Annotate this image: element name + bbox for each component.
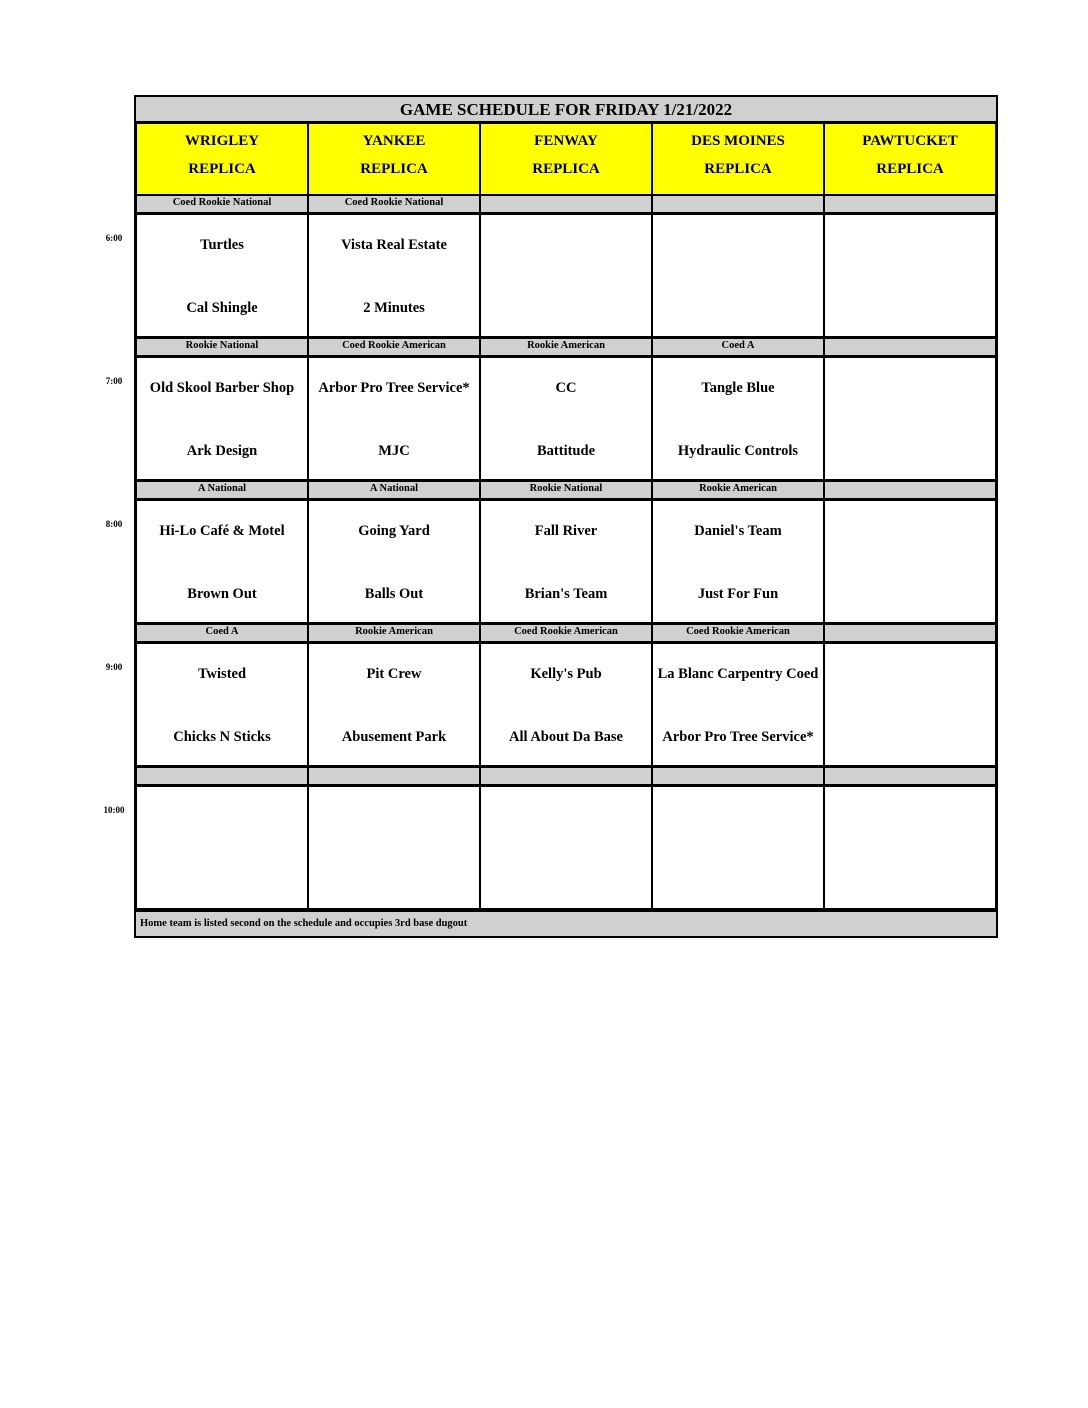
division-label (136, 767, 308, 785)
field-header (480, 123, 652, 195)
away-team: Arbor Pro Tree Service* (318, 380, 470, 396)
division-label (824, 481, 996, 499)
game-cell (136, 213, 308, 338)
home-team: Brown Out (187, 586, 257, 602)
game-cell (136, 785, 308, 910)
game-cell (824, 785, 996, 910)
game-cell (480, 642, 652, 767)
game-cell (652, 499, 824, 624)
game-cell (480, 785, 652, 910)
away-team: Tangle Blue (701, 380, 775, 396)
schedule-title: GAME SCHEDULE FOR FRIDAY 1/21/2022 (136, 97, 996, 123)
game-cell (308, 785, 480, 910)
away-team: Vista Real Estate (341, 237, 447, 253)
game-cell (824, 499, 996, 624)
home-team: Hydraulic Controls (677, 443, 799, 459)
home-team: 2 Minutes (363, 300, 425, 316)
field-type: REPLICA (360, 161, 428, 177)
field-type: REPLICA (532, 161, 600, 177)
division-label: A National (136, 481, 308, 499)
division-label (480, 767, 652, 785)
home-team: Just For Fun (697, 586, 779, 602)
division-label: A National (308, 481, 480, 499)
game-cell (308, 642, 480, 767)
schedule-table (134, 95, 998, 938)
time-label: 6:00 (105, 233, 123, 243)
field-name: YANKEE (362, 133, 426, 149)
division-label: Coed Rookie American (308, 338, 480, 356)
game-cell (308, 499, 480, 624)
home-team: Battitude (537, 443, 595, 459)
field-name: FENWAY (534, 133, 598, 149)
away-team: Pit Crew (366, 666, 422, 682)
field-header (652, 123, 824, 195)
division-label: Rookie American (652, 481, 824, 499)
field-name: PAWTUCKET (862, 133, 958, 149)
home-team: Abusement Park (341, 729, 447, 745)
home-team: All About Da Base (508, 729, 623, 745)
division-label (652, 767, 824, 785)
time-label: 8:00 (105, 519, 123, 529)
field-type: REPLICA (188, 161, 256, 177)
game-cell (308, 213, 480, 338)
game-cell (652, 642, 824, 767)
division-label (824, 338, 996, 356)
field-header (308, 123, 480, 195)
division-label: Coed Rookie National (308, 195, 480, 213)
game-cell (136, 499, 308, 624)
field-type: REPLICA (704, 161, 772, 177)
home-team: Cal Shingle (186, 300, 258, 316)
home-team: Arbor Pro Tree Service* (662, 729, 814, 745)
division-label: Coed Rookie American (652, 624, 824, 642)
division-label: Coed A (136, 624, 308, 642)
home-team: Balls Out (364, 586, 424, 602)
away-team: Kelly's Pub (530, 666, 602, 682)
game-cell (480, 499, 652, 624)
away-team: CC (555, 380, 577, 396)
field-type: REPLICA (876, 161, 944, 177)
division-label: Coed A (652, 338, 824, 356)
time-label: 9:00 (105, 662, 123, 672)
away-team: La Blanc Carpentry Coed (657, 666, 819, 682)
division-label (308, 767, 480, 785)
division-label: Rookie American (308, 624, 480, 642)
field-name: DES MOINES (691, 133, 785, 149)
away-team: Hi-Lo Café & Motel (159, 523, 285, 539)
field-name: WRIGLEY (184, 133, 260, 149)
away-team: Fall River (534, 523, 598, 539)
game-cell (824, 642, 996, 767)
game-cell (136, 356, 308, 481)
away-team: Old Skool Barber Shop (149, 380, 295, 396)
game-cell (652, 213, 824, 338)
division-label (480, 195, 652, 213)
field-header (136, 123, 308, 195)
game-cell (652, 356, 824, 481)
game-cell (480, 356, 652, 481)
home-team: MJC (378, 443, 410, 459)
division-label: Rookie American (480, 338, 652, 356)
game-cell (652, 785, 824, 910)
footer-note: Home team is listed second on the schedule and occupies 3rd base dugout (136, 910, 996, 936)
game-cell (480, 213, 652, 338)
away-team: Going Yard (358, 523, 430, 539)
away-team: Turtles (200, 237, 244, 253)
division-label: Rookie National (480, 481, 652, 499)
division-label (652, 195, 824, 213)
division-label: Coed Rookie National (136, 195, 308, 213)
division-label: Rookie National (136, 338, 308, 356)
game-cell (308, 356, 480, 481)
away-team: Daniel's Team (694, 523, 782, 539)
time-label: 7:00 (105, 376, 123, 386)
home-team: Chicks N Sticks (173, 729, 271, 745)
game-cell (824, 356, 996, 481)
away-team: Twisted (197, 666, 247, 682)
division-label (824, 767, 996, 785)
home-team: Ark Design (186, 443, 258, 459)
division-label (824, 195, 996, 213)
game-cell (136, 642, 308, 767)
division-label: Coed Rookie American (480, 624, 652, 642)
home-team: Brian's Team (524, 586, 608, 602)
time-label: 10:00 (103, 805, 125, 815)
game-cell (824, 213, 996, 338)
field-header (824, 123, 996, 195)
division-label (824, 624, 996, 642)
